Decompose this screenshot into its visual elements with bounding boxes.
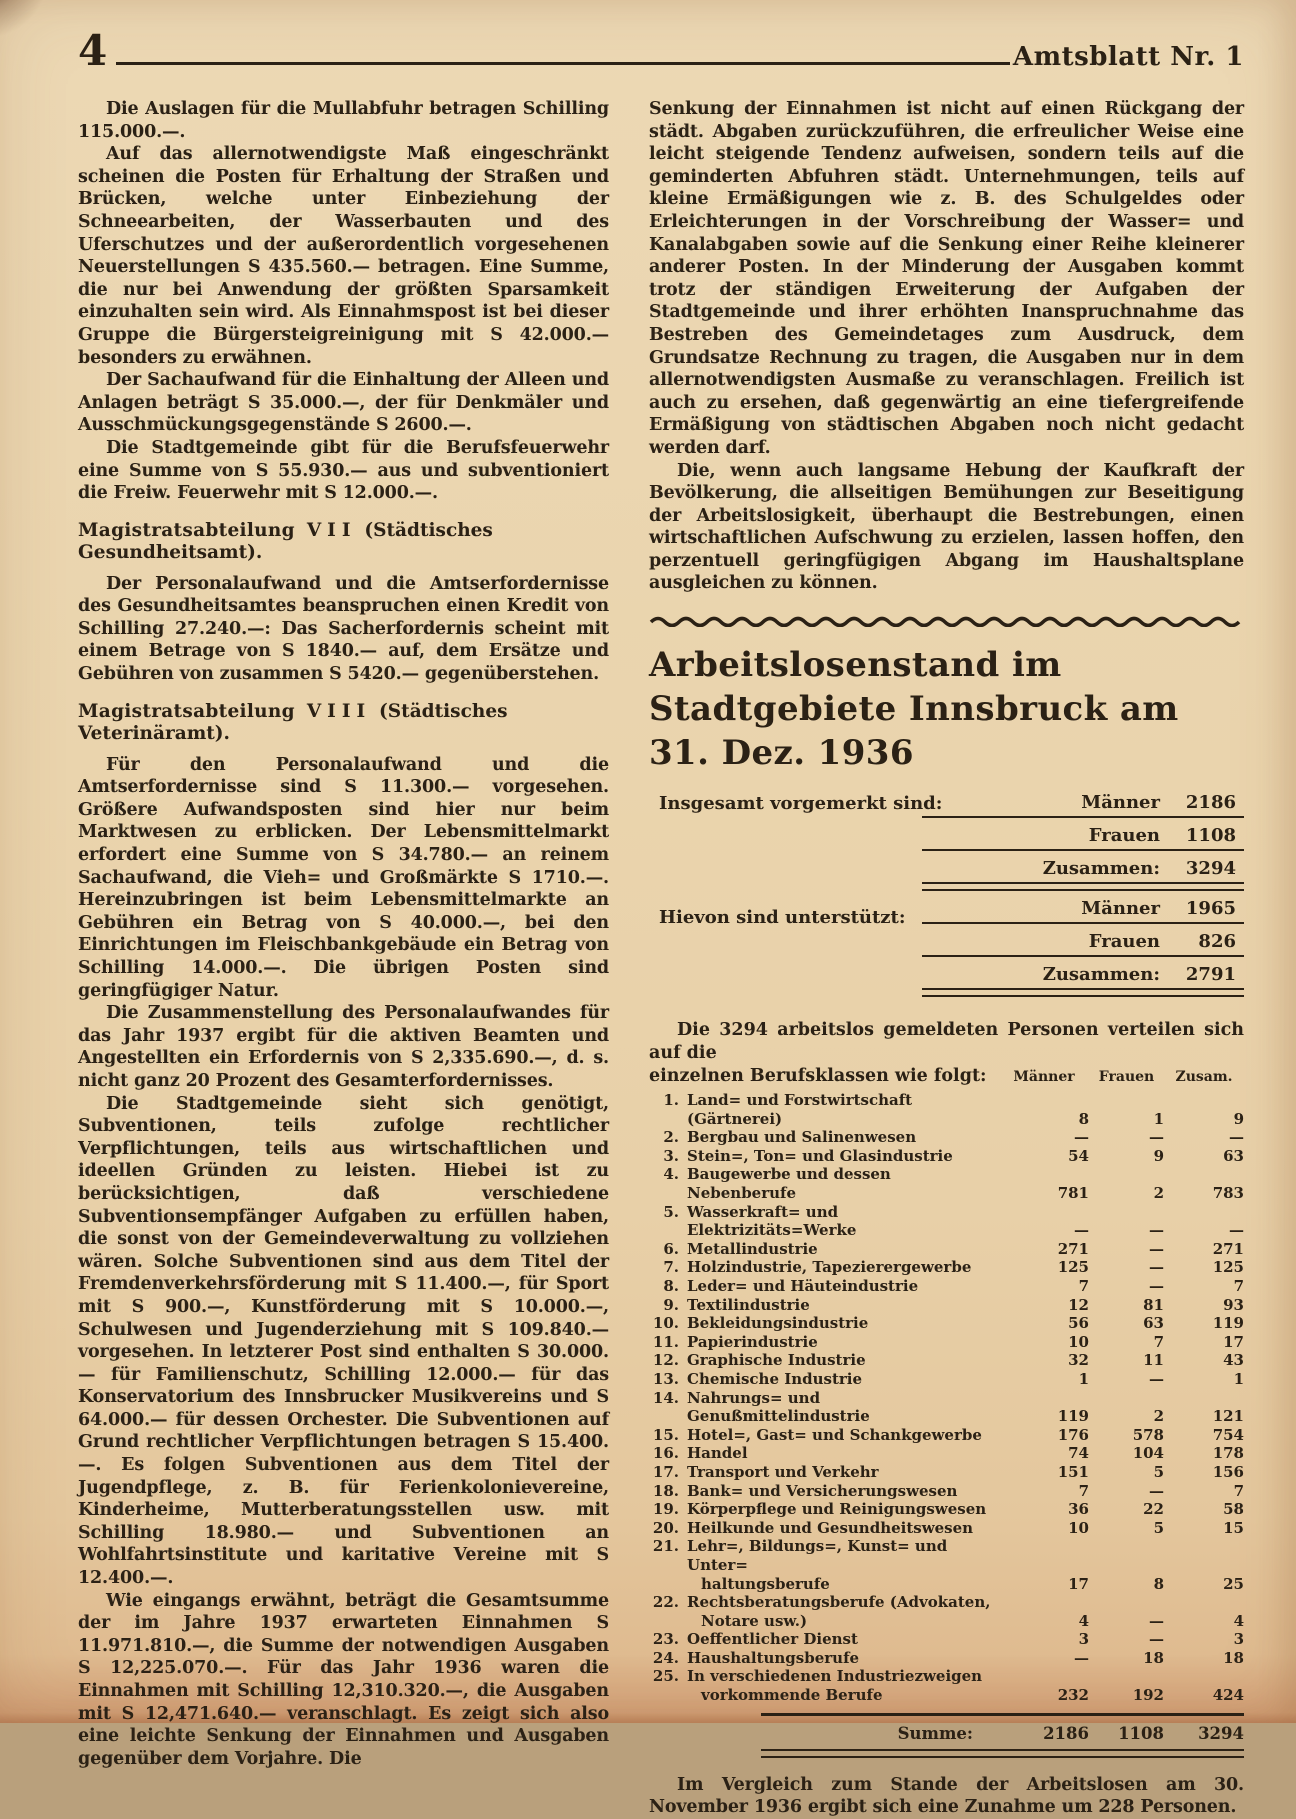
profession-row (649, 1519, 1244, 1538)
profession-row (649, 1203, 1244, 1240)
profession-label: Land= und Forstwirtschaft (Gärtnerei) (687, 1091, 913, 1128)
profession-label: Graphische Industrie (687, 1351, 866, 1370)
men-count: 232 (1057, 1686, 1089, 1705)
summary-row-value: 1108 (1185, 825, 1236, 847)
total-sum: 3294 (1198, 1723, 1244, 1743)
header-rule (116, 62, 1010, 65)
women-count: 11 (1143, 1351, 1164, 1370)
women-count: 9 (1153, 1146, 1164, 1165)
men-count: 781 (1057, 1184, 1089, 1203)
double-rule (922, 988, 1244, 997)
summary-row (922, 785, 1244, 816)
profession-label: Bergbau und Salinenwesen (687, 1128, 917, 1147)
women-count: — (1149, 1277, 1164, 1295)
summary-row (922, 851, 1244, 882)
profession-label: Transport und Verkehr (687, 1462, 879, 1481)
total-count: 125 (1212, 1258, 1244, 1277)
row-number: 20. (652, 1518, 679, 1537)
row-number: 25. (652, 1667, 679, 1686)
men-count: 1 (1078, 1369, 1089, 1388)
men-count: 10 (1068, 1332, 1089, 1351)
total-women: 1108 (1118, 1723, 1164, 1743)
footnote: Im Vergleich zum Stande der Arbeitslosen am 30. November 1936 ergibt sich eine Zunahme um 228 Personen. (649, 1774, 1244, 1818)
summary-row-label: Zusammen: (1042, 858, 1160, 880)
total-count: 424 (1212, 1686, 1244, 1705)
summary-row-value: 2186 (1185, 792, 1236, 814)
left-column (78, 98, 609, 1819)
profession-row (649, 1444, 1244, 1463)
report-title-line1: Arbeitslosenstand im (649, 645, 1062, 686)
double-rule (922, 882, 1244, 891)
women-count: — (1149, 1369, 1164, 1388)
summary-row (922, 891, 1244, 922)
men-count: 125 (1057, 1258, 1089, 1277)
profession-label: In verschiedenen Industriezweigen vorkommende Berufe (687, 1667, 983, 1705)
profession-row (649, 1593, 1244, 1630)
table-intro-line2: einzelnen Berufsklassen wie folgt: (649, 1066, 987, 1087)
total-count: 63 (1223, 1146, 1244, 1165)
paragraph: Der Sachaufwand für die Einhaltung der Alleen und Anlagen beträgt S 35.000.—, der für Denkmäler und Ausschmückungsgegenstände S 2600.—. (78, 370, 609, 436)
women-count: — (1149, 1481, 1164, 1500)
column-header-total: Zusam. (1175, 1069, 1233, 1086)
profession-row (649, 1370, 1244, 1389)
women-count: 5 (1153, 1462, 1164, 1481)
men-count: 151 (1057, 1462, 1089, 1481)
men-count: 8 (1078, 1109, 1089, 1128)
women-count: 2 (1153, 1407, 1164, 1426)
total-count: 18 (1223, 1648, 1244, 1667)
profession-label: Nahrungs= und Genußmittelindustrie (687, 1388, 870, 1426)
profession-row (649, 1463, 1244, 1482)
profession-row (649, 1147, 1244, 1166)
men-count: 74 (1068, 1444, 1089, 1463)
profession-row (649, 1389, 1244, 1426)
paragraph: Die Zusammenstellung des Personalaufwandes für das Jahr 1937 ergibt für die aktiven Beamten und Angestellten ein Erfordernis von S 2,335.690.—, d. s. nicht ganz 20 Prozent des Gesamterfordernisses. (78, 1003, 609, 1091)
men-count: 7 (1078, 1277, 1089, 1295)
profession-row (649, 1165, 1244, 1202)
women-count: 192 (1132, 1686, 1164, 1705)
total-count: 93 (1223, 1295, 1244, 1314)
double-rule (761, 1749, 1244, 1758)
summary-row-label: Männer (1081, 898, 1160, 920)
roman-numeral: VII (306, 519, 357, 541)
row-number: 10. (652, 1314, 679, 1333)
paragraph: Wie eingangs erwähnt, beträgt die Gesamtsumme der im Jahre 1937 erwarteten Einnahmen S 11.971.810.—, die Summe der notwendigen Ausgaben S 12,225.070.—. Für das Jahr 1936 waren die Einnahmen mit Schilling 12,310.320.—, die Ausgaben mit S 12,471.640.— veranschlagt. Es zeigt sich also eine leichte Senkung der Einnahmen und Ausgaben gegenüber dem Vorjahre. Die (78, 1590, 609, 1769)
profession-label: Chemische Industrie (687, 1369, 863, 1388)
row-number: 9. (663, 1295, 679, 1314)
total-count: 4 (1233, 1611, 1244, 1630)
row-number: 4. (663, 1165, 679, 1184)
total-count: 121 (1212, 1407, 1244, 1426)
profession-label: Metallindustrie (687, 1239, 818, 1258)
table-intro-line1: Die 3294 arbeitslos gemeldeten Personen verteilen sich auf die (649, 1020, 1244, 1064)
women-count: 22 (1143, 1500, 1164, 1519)
table-header-row (649, 1065, 1244, 1089)
women-count: 81 (1143, 1295, 1164, 1314)
women-count: 8 (1153, 1574, 1164, 1593)
row-number: 19. (652, 1500, 679, 1519)
row-number: 23. (652, 1630, 679, 1649)
row-number: 1. (663, 1091, 679, 1110)
total-count: 754 (1212, 1425, 1244, 1444)
profession-row (649, 1333, 1244, 1352)
total-count: 271 (1212, 1239, 1244, 1258)
masthead: Amtsblatt Nr. 1 (1012, 42, 1244, 72)
total-label: Summe: (897, 1723, 973, 1743)
row-number: 6. (663, 1239, 679, 1258)
roman-numeral: VIII (306, 700, 372, 722)
heading-bold: Magistratsabteilung (78, 519, 295, 541)
total-count: 7 (1233, 1277, 1244, 1295)
women-count: — (1149, 1128, 1164, 1147)
summary-label-supported: Hievon sind unterstützt: (659, 907, 906, 929)
women-count: 2 (1153, 1184, 1164, 1203)
row-number: 18. (652, 1481, 679, 1500)
summary-row-label: Zusammen: (1042, 964, 1160, 986)
women-count: 7 (1153, 1332, 1164, 1351)
women-count: — (1149, 1221, 1164, 1240)
paragraph: Die Stadtgemeinde sieht sich genötigt, Subventionen, teils zufolge rechtlicher Verpflichtungen, teils aus wirtschaftlichen und ideellen Gründen zu leisten. Hiebei ist zu berücksichtigen, daß verschiedene Subventionsempfänger Aufgaben zu erfüllen haben, die sonst von der Gemeindeverwaltung zu vollziehen wären. Solche Subventionen sind aus dem Titel der Fremdenverkehrsförderung mit S 11.400.—, für Sport mit S 900.—, Kunstförderung mit S 10.000.—, Schulwesen und Jugenderziehung mit S 109.840.— vorgesehen. In letzterer Post sind enthalten S 30.000.— für Familienschutz, Schilling 12.000.— für das Konservatorium des Innsbrucker Musikvereins und S 64.000.— für dessen Orchester. Die Subventionen auf Grund rechtlicher Verpflichtungen betragen S 15.400.—. Es folgen Subventionen aus dem Titel der Jugendpflege, z. B. für Ferienkolonievereine, Kinderheime, Mutterberatungsstellen usw. mit Schilling 18.980.— und Subventionen an Wohlfahrtsinstitute und karitative Vereine mit S 12.400.—. (78, 1093, 609, 1589)
profession-label: Leder= und Häuteindustrie (687, 1277, 919, 1295)
row-number: 17. (652, 1462, 679, 1481)
summary-row-label: Frauen (1088, 825, 1160, 847)
paragraph: Auf das allernotwendigste Maß eingeschränkt scheinen die Posten für Erhaltung der Straßen und Brücken, welche unter Einbeziehung der Schneearbeiten, der Wasserbauten und des Uferschutzes und der außerordentlich vorgesehenen Neuerstellungen S 435.560.— betragen. Eine Summe, die nur bei Anwendung der größten Sparsamkeit einzuhalten sein wird. Als Einnahmspost ist bei dieser Gruppe die Bürgersteigreinigung mit S 42.000.— besonders zu erwähnen. (78, 144, 609, 368)
heading-rest: (Städtisches Gesundheitsamt). (78, 519, 493, 563)
wavy-divider (649, 613, 1244, 627)
women-count: 63 (1143, 1314, 1164, 1333)
men-count: 36 (1068, 1500, 1089, 1519)
total-count: 1 (1233, 1369, 1244, 1388)
page-header (78, 26, 1244, 75)
summary-row-label: Frauen (1088, 931, 1160, 953)
profession-row (649, 1296, 1244, 1315)
total-count: 25 (1223, 1574, 1244, 1593)
total-count: 7 (1233, 1481, 1244, 1500)
men-count: 10 (1068, 1518, 1089, 1537)
row-number: 2. (663, 1128, 679, 1147)
total-count: 15 (1223, 1518, 1244, 1537)
men-count: — (1074, 1648, 1089, 1667)
men-count: 7 (1078, 1481, 1089, 1500)
women-count: — (1149, 1630, 1164, 1649)
profession-row (649, 1537, 1244, 1593)
profession-row (649, 1277, 1244, 1296)
men-count: 176 (1057, 1425, 1089, 1444)
women-count: 104 (1132, 1444, 1164, 1463)
summary-row-value: 1965 (1185, 898, 1236, 920)
profession-label: Wasserkraft= und Elektrizitäts=Werke (687, 1202, 857, 1240)
paragraph: Die Auslagen für die Mullabfuhr betragen Schilling 115.000.—. (78, 99, 609, 142)
profession-row (649, 1240, 1244, 1259)
heading-bold: Magistratsabteilung (78, 700, 295, 722)
total-block (761, 1713, 1244, 1758)
men-count: 56 (1068, 1314, 1089, 1333)
profession-label: Körperpflege und Reinigungswesen (687, 1500, 987, 1519)
summary-row-value: 3294 (1185, 858, 1236, 880)
total-count: 156 (1212, 1462, 1244, 1481)
summary-row-label: Männer (1081, 792, 1160, 814)
women-count: 5 (1153, 1518, 1164, 1537)
profession-row (649, 1314, 1244, 1333)
profession-label: Holzindustrie, Tapezierergewerbe (687, 1258, 972, 1277)
row-number: 7. (663, 1258, 679, 1277)
men-count: 12 (1068, 1295, 1089, 1314)
row-number: 16. (652, 1444, 679, 1463)
row-number: 5. (663, 1202, 679, 1221)
summary-row (922, 957, 1244, 988)
row-number: 24. (652, 1648, 679, 1667)
men-count: 4 (1078, 1611, 1089, 1630)
total-count: — (1229, 1128, 1244, 1147)
men-count: 3 (1078, 1630, 1089, 1649)
men-count: 32 (1068, 1351, 1089, 1370)
men-count: 54 (1068, 1146, 1089, 1165)
two-column-layout (78, 98, 1244, 1819)
men-count: — (1074, 1221, 1089, 1240)
row-number: 14. (652, 1388, 679, 1407)
paragraph: Für den Personalaufwand und die Amtserfordernisse sind S 11.300.— vorgesehen. Größere Aufwandsposten sind hier nur beim Marktwesen zu erblicken. Der Lebensmittelmarkt erfordert eine Summe von S 34.780.— an reinem Sachaufwand, die Vieh= und Großmärkte S 1710.—. Hereinzubringen ist beim Lebensmittelmarkte an Gebühren ein Betrag von S 40.000.—, bei den Einrichtungen im Fleischbankgebäude ein Betrag von Schilling 14.000.—. Die übrigen Posten sind geringfügiger Natur. (78, 754, 609, 1001)
right-column (649, 98, 1244, 1819)
profession-label: Textilindustrie (687, 1295, 810, 1314)
profession-table (649, 1091, 1244, 1705)
total-men: 2186 (1043, 1723, 1089, 1743)
report-title-line2: Stadtgebiete Innsbruck am 31. Dez. 1936 (649, 689, 1179, 774)
women-count: 1 (1153, 1109, 1164, 1128)
women-count: — (1149, 1258, 1164, 1277)
row-number: 11. (652, 1332, 679, 1351)
total-count: — (1229, 1221, 1244, 1240)
profession-label: Stein=, Ton= und Glasindustrie (687, 1146, 953, 1165)
profession-label: Oeffentlicher Dienst (687, 1630, 858, 1649)
profession-row (649, 1649, 1244, 1668)
men-count: — (1074, 1128, 1089, 1147)
profession-row (649, 1667, 1244, 1704)
total-row (761, 1716, 1244, 1749)
paragraph: Der Personalaufwand und die Amtserfordernisse des Gesundheitsamtes beanspruchen einen Kredit von Schilling 27.240.—: Das Sacherfordernis scheint mit einem Betrage von S 1840.— auf, dem Ersätze und Gebühren von zusammen S 5420.— gegenüberstehen. (78, 573, 609, 685)
total-count: 178 (1212, 1444, 1244, 1463)
row-number: 21. (652, 1537, 679, 1556)
profession-row (649, 1128, 1244, 1147)
heading-rest: (Städtisches Veterinäramt). (78, 700, 508, 744)
summary-row (922, 924, 1244, 955)
paragraph: Die Stadtgemeinde gibt für die Berufsfeuerwehr eine Summe von S 55.930.— aus und subventioniert die Freiw. Feuerwehr mit S 12.000.—. (78, 437, 609, 504)
section-heading-vii (78, 520, 609, 564)
profession-row (649, 1258, 1244, 1277)
profession-label: Handel (687, 1444, 748, 1463)
row-number: 15. (652, 1425, 679, 1444)
page-number: 4 (78, 26, 109, 75)
row-number: 13. (652, 1369, 679, 1388)
total-count: 783 (1212, 1184, 1244, 1203)
profession-row (649, 1630, 1244, 1649)
women-count: — (1149, 1611, 1164, 1630)
profession-label: Rechtsberatungsberufe (Advokaten, Notare usw.) (687, 1593, 991, 1630)
profession-label: Bank= und Versicherungswesen (687, 1481, 958, 1500)
total-count: 9 (1233, 1109, 1244, 1128)
summary-values (922, 785, 1244, 997)
total-count: 58 (1223, 1500, 1244, 1519)
profession-row (649, 1091, 1244, 1128)
total-count: 17 (1223, 1332, 1244, 1351)
men-count: 271 (1057, 1239, 1089, 1258)
summary-row-value: 2791 (1185, 964, 1236, 986)
women-count: 18 (1143, 1648, 1164, 1667)
report-title (649, 643, 1244, 775)
paragraph: Senkung der Einnahmen ist nicht auf einen Rückgang der städt. Abgaben zurückzuführen, die erfreulicher Weise eine leicht steigende Tendenz aufweisen, sondern teils auf die geminderten Abfuhren städt. Unternehmungen, teils auf kleine Ermäßigungen wie z. B. des Schulgeldes oder Erleichterungen in der Vorschreibung der Wasser= und Kanalabgaben sowie auf die Senkung einer Reihe kleinerer anderer Posten. In der Minderung der Ausgaben kommt trotz der ständigen Erweiterung der Aufgaben der Stadtgemeinde und ihrer erhöhten Inanspruchnahme das Bestreben des Gemeindetages zum Ausdruck, dem Grundsatze Rechnung zu tragen, die Ausgaben nur in dem allernotwendigsten Ausmaße zu veranschlagen. Freilich ist auch zu ersehen, daß gegenwärtig an eine tiefergreifende Ermäßigung von städtischen Abgaben noch nicht gedacht werden darf. (649, 99, 1244, 458)
profession-row (649, 1500, 1244, 1519)
column-header-men: Männer (1013, 1069, 1075, 1086)
men-count: 119 (1057, 1407, 1089, 1426)
profession-label: Baugewerbe und dessen Nebenberufe (687, 1165, 891, 1203)
profession-row (649, 1351, 1244, 1370)
summary-row-value: 826 (1198, 931, 1236, 953)
women-count: — (1149, 1239, 1164, 1258)
total-count: 3 (1233, 1630, 1244, 1649)
profession-label: Papierindustrie (687, 1332, 818, 1351)
women-count: 578 (1132, 1425, 1164, 1444)
total-count: 119 (1212, 1314, 1244, 1333)
profession-row (649, 1426, 1244, 1445)
section-heading-viii (78, 701, 609, 745)
summary-row (922, 818, 1244, 849)
profession-label: Haushaltungsberufe (687, 1648, 860, 1667)
profession-label: Bekleidungsindustrie (687, 1314, 869, 1333)
row-number: 12. (652, 1351, 679, 1370)
row-number: 22. (652, 1593, 679, 1612)
profession-row (649, 1482, 1244, 1501)
total-count: 43 (1223, 1351, 1244, 1370)
row-number: 3. (663, 1146, 679, 1165)
profession-label: Lehr=, Bildungs=, Kunst= und Unter= haltungsberufe (687, 1537, 948, 1593)
column-header-women: Frauen (1098, 1069, 1155, 1086)
profession-label: Heilkunde und Gesundheitswesen (687, 1518, 974, 1537)
summary-table (649, 785, 1244, 1003)
summary-label-registered: Insgesamt vorgemerkt sind: (659, 793, 943, 815)
profession-label: Hotel=, Gast= und Schankgewerbe (687, 1425, 982, 1444)
row-number: 8. (663, 1277, 679, 1295)
paragraph: Die, wenn auch langsame Hebung der Kaufkraft der Bevölkerung, die allseitigen Bemühungen zur Beseitigung der Arbeitslosigkeit, überhaupt die Bestrebungen, einen wirtschaftlichen Aufschwung zu erzielen, lassen hoffen, den perzentuell geringfügigen Abgang im Haushaltsplane ausgleichen zu können. (649, 460, 1244, 594)
men-count: 17 (1068, 1574, 1089, 1593)
